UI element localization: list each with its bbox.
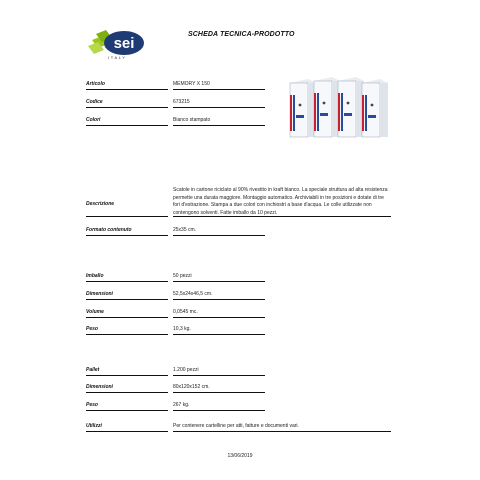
value-volume: 0,0545 mc. [173, 309, 198, 315]
divider [173, 107, 265, 108]
label-dimensioni: Dimensioni [86, 291, 113, 297]
document-date: 13/06/2019 [227, 453, 253, 459]
divider [173, 410, 265, 411]
value-utilizzi: Per contenere cartelline per atti, fatture e documenti vari. [173, 423, 299, 429]
divider [173, 334, 265, 335]
label-colori: Colori [86, 117, 101, 123]
value-pallet-dimensioni: 80x120x152 cm. [173, 384, 210, 390]
divider [86, 125, 168, 126]
divider [173, 375, 265, 376]
label-descrizione: Descrizione [86, 201, 115, 207]
divider [173, 431, 391, 432]
divider [173, 125, 265, 126]
box-group [290, 77, 388, 137]
divider [86, 107, 168, 108]
divider [86, 431, 168, 432]
label-pallet-peso: Peso [86, 402, 98, 408]
divider [173, 317, 265, 318]
logo-text: sei [113, 35, 135, 52]
divider [173, 281, 265, 282]
divider [86, 392, 168, 393]
divider [86, 317, 168, 318]
divider [86, 235, 168, 236]
divider [86, 281, 168, 282]
label-formato-contenuto: Formato contenuto [86, 227, 132, 233]
value-codice: 673215 [173, 99, 190, 105]
divider [173, 216, 391, 217]
value-pallet-peso: 267 kg. [173, 402, 190, 408]
label-pallet: Pallet [86, 367, 100, 373]
label-pallet-dimensioni: Dimensioni [86, 384, 113, 390]
label-utilizzi: Utilizzi [86, 423, 102, 429]
value-imballo: 50 pezzi [173, 273, 192, 279]
label-codice: Codice [86, 99, 103, 105]
value-articolo: MEMORY X 150 [173, 81, 210, 87]
divider [86, 216, 168, 217]
page-title: SCHEDA TECNICA-PRODOTTO [188, 31, 295, 38]
label-volume: Volume [86, 309, 104, 315]
divider [173, 392, 265, 393]
logo-country: ITALY [108, 55, 127, 60]
value-formato-contenuto: 25x35 cm. [173, 227, 197, 233]
product-image [286, 75, 390, 143]
value-pallet: 1.200 pezzi [173, 367, 199, 373]
divider [173, 89, 265, 90]
label-articolo: Articolo [86, 81, 105, 87]
divider [86, 89, 168, 90]
label-peso: Peso [86, 326, 98, 332]
divider [86, 299, 168, 300]
value-descrizione: Scatole in cartone riciclato al 90% rivestito in kraft bianco. La speciale struttura ad alta resistenza permette una durata maggiore. Montaggio automatico. Archiviabili in tre posizioni e dotate di tre fori d'estrazione. Stampa a due colori con inchiostri a base d'acqua. Le colle utilizzate non contengono solventi. Fatte imballo da 10 pezzi. [173, 187, 388, 216]
divider [86, 410, 168, 411]
divider [173, 235, 265, 236]
value-peso: 10,3 kg. [173, 326, 191, 332]
label-imballo: Imballo [86, 273, 104, 279]
value-colori: Bianco stampato [173, 117, 211, 123]
divider [86, 334, 168, 335]
sei-logo [86, 26, 150, 66]
divider [173, 299, 265, 300]
value-dimensioni: 52,5x24x46,5 cm. [173, 291, 213, 297]
divider [86, 375, 168, 376]
